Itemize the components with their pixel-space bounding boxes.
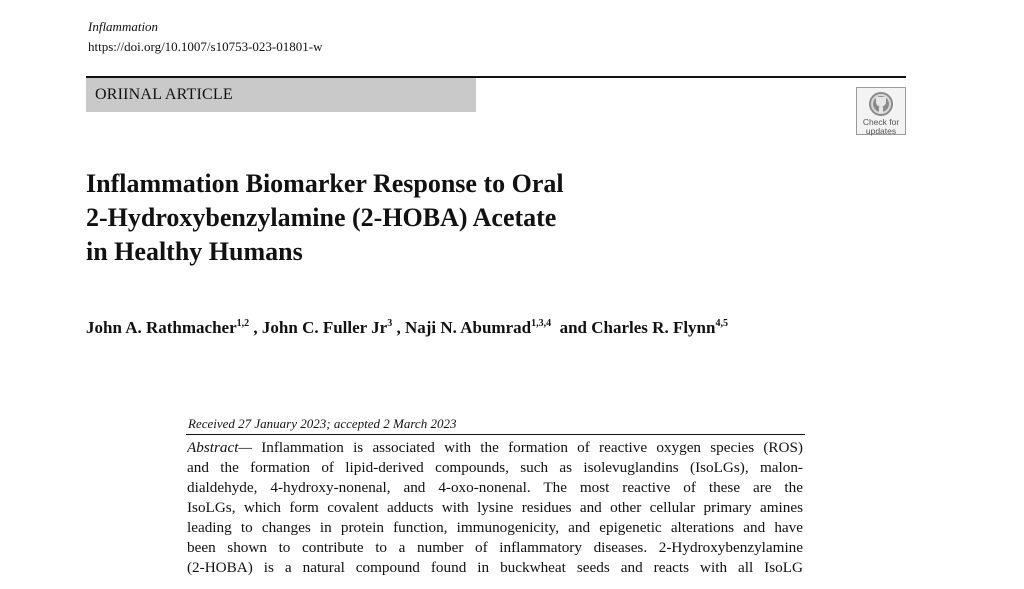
- journal-name: Inflammation: [88, 19, 159, 34]
- title-line: 2-Hydroxybenzylamine (2-HOBA) Acetate: [86, 203, 557, 232]
- check-for-updates-line2: updates: [865, 126, 897, 136]
- abstract-line: been shown to contribute to a number of inflammatory diseases. 2-Hydroxybenzylamine: [187, 539, 803, 556]
- abstract-line: IsoLGs, which form covalent adducts with lysine residues and other cellular primary amines: [187, 499, 803, 516]
- author-affiliation: 1,3,4: [531, 318, 552, 329]
- check-for-updates-label: [857, 118, 905, 136]
- abstract-block: [187, 438, 803, 578]
- author-affiliation: 1,2: [236, 318, 250, 329]
- doi-link[interactable]: https://doi.org/10.1007/s10753-023-01801-w: [88, 39, 323, 54]
- abstract-line: leading to changes in protein function, immunogenicity, and epigenetic alterations and have: [187, 519, 803, 536]
- author-name[interactable]: Naji N. Abumrad: [404, 318, 532, 337]
- check-for-updates-line1: Check for: [862, 117, 900, 127]
- author-separator: ,: [392, 318, 405, 337]
- title-line: in Healthy Humans: [86, 237, 303, 266]
- author-affiliation: 3: [387, 318, 393, 329]
- check-for-updates-icon: [867, 91, 895, 117]
- author-name[interactable]: Charles R. Flynn: [591, 318, 716, 337]
- article-title: [86, 167, 706, 269]
- author-affiliation: 4,5: [715, 318, 728, 329]
- author-separator: ,: [249, 318, 262, 337]
- abstract-heading: Abstract—: [187, 439, 252, 456]
- title-line: Inflammation Biomarker Response to Oral: [86, 169, 564, 198]
- author-name[interactable]: John A. Rathmacher: [86, 318, 237, 337]
- abstract-line: dialdehyde, 4-hydroxy-nonenal, and 4-oxo-nonenal. The most reactive of these are the: [187, 479, 803, 496]
- received-accepted-dates: Received 27 January 2023; accepted 2 March 2023: [188, 416, 457, 431]
- author-separator: and: [551, 318, 592, 337]
- abstract-line: and the formation of lipid-derived compounds, such as isolevuglandins (IsoLGs), malon-: [187, 459, 803, 476]
- abstract-line: [187, 438, 803, 458]
- check-for-updates-badge[interactable]: [856, 87, 906, 135]
- author-name[interactable]: John C. Fuller Jr: [261, 318, 388, 337]
- author-list: [86, 316, 728, 340]
- article-type-banner: ORIINAL ARTICLE: [86, 78, 476, 112]
- abstract-line-text: Inflammation is associated with the formation of reactive oxygen species (ROS): [251, 439, 803, 456]
- abstract-rule: [186, 434, 805, 435]
- abstract-line: (2-HOBA) is a natural compound found in buckwheat seeds and reacts with all IsoLG: [187, 559, 803, 576]
